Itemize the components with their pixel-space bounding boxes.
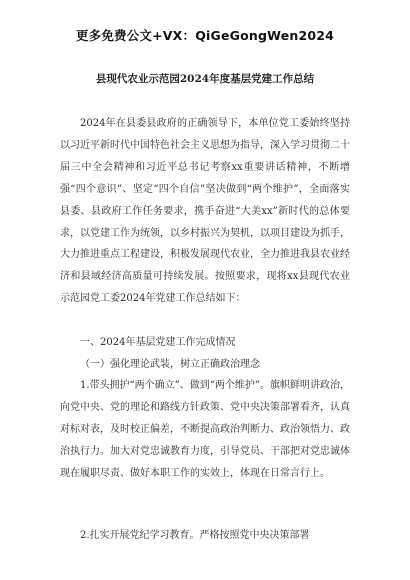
- intro-paragraph: [60, 113, 350, 310]
- item-paragraph-2: [60, 525, 350, 547]
- document-title: 县现代农业示范园2024年度基层党建工作总结: [95, 73, 315, 85]
- section-heading: 一、2024年基层党建工作完成情况: [80, 337, 236, 348]
- item-2-text: 2.扎实开展党纪学习教育。严格按照党中央决策部署: [80, 530, 310, 541]
- item-paragraph-1: [60, 375, 350, 485]
- intro-text: 2024年在县委县政府的正确领导下，本单位党工委始终坚持以习近平新时代中国特色社会主义思想为指导，深入学习贯彻二十届三中全会精神和习近平总书记考察xx重要讲话精神，不断增强“四个意识”、坚定“四个自信”坚决做到“两个维护”，全面落实县委、县政府工作任务要求，携手奋进“大美xx”新时代的总体要求，以党建工作为统领，以乡村振兴为契机，以项目建设为抓手，大力推进重点工程建设，积极发展现代农业，全力推进我县农业经济和县域经济高质量可持续发展。按照要求，现将xx县现代农业示范园党工委2024年党建工作总结如下：: [60, 118, 350, 305]
- subsection-heading: （一）强化理论武装，树立正确政治理念: [80, 359, 260, 370]
- item-1-text: 1.带头拥护“两个确立”、做到“两个维护”。旗帜鲜明讲政治，向党中央、党的理论和路线方针政策、党中央决策部署看齐，认真对标对表，及时校正偏差，不断提高政治判断力、政治领悟力、政治执行力。加大对党忠诚教育力度，引导党员、干部把对党忠诚体现在履职尽责、做好本职工作的实效上，体现在日常言行上。: [60, 380, 350, 479]
- watermark-banner: 更多免费公文+VX：QiGeGongWen2024: [75, 28, 335, 43]
